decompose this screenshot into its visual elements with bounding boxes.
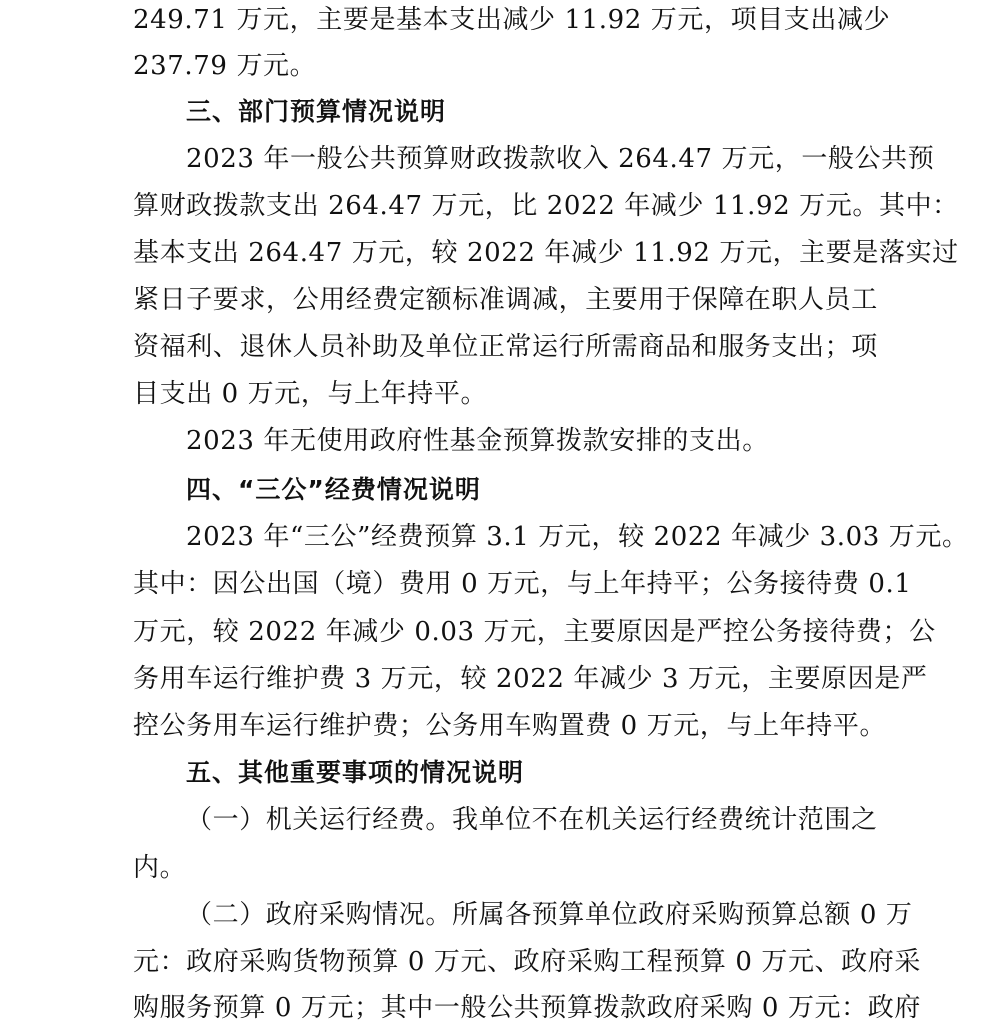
paragraph-line: 控公务用车运行维护费；公务用车购置费 0 万元，与上年持平。 [133,711,887,741]
paragraph-line: 249.71 万元，主要是基本支出减少 11.92 万元，项目支出减少 [133,5,891,35]
paragraph-line: 资福利、退休人员补助及单位正常运行所需商品和服务支出；项 [133,332,878,362]
paragraph-line: 务用车运行维护费 3 万元，较 2022 年减少 3 万元，主要原因是严 [133,664,928,694]
section-heading: 三、部门预算情况说明 [186,97,447,126]
paragraph-line: 2023 年无使用政府性基金预算拨款安排的支出。 [186,426,769,456]
paragraph-line: 2023 年一般公共预算财政拨款收入 264.47 万元，一般公共预 [186,144,935,174]
paragraph-line: 万元，较 2022 年减少 0.03 万元，主要原因是严控公务接待费；公 [133,617,936,647]
paragraph-line: 元：政府采购货物预算 0 万元、政府采购工程预算 0 万元、政府采 [133,947,921,977]
paragraph-line: （二）政府采购情况。所属各预算单位政府采购预算总额 0 万 [186,900,913,930]
paragraph-line: 购服务预算 0 万元；其中一般公共预算拨款政府采购 0 万元：政府 [133,993,921,1023]
section-heading: 五、其他重要事项的情况说明 [186,758,525,787]
paragraph-line: 其中：因公出国（境）费用 0 万元，与上年持平；公务接待费 0.1 [133,569,912,599]
section-heading: 四、“三公”经费情况说明 [186,475,481,504]
paragraph-line: 2023 年“三公”经费预算 3.1 万元，较 2022 年减少 3.03 万元。 [186,522,969,552]
paragraph-line: 目支出 0 万元，与上年持平。 [133,379,488,409]
paragraph-line: 237.79 万元。 [133,51,317,81]
paragraph-line: 基本支出 264.47 万元，较 2022 年减少 11.92 万元，主要是落实过 [133,238,959,268]
paragraph-line: 内。 [133,853,187,883]
paragraph-line: 算财政拨款支出 264.47 万元，比 2022 年减少 11.92 万元。其中： [133,191,959,221]
paragraph-line: 紧日子要求，公用经费定额标准调减，主要用于保障在职人员工 [133,285,878,315]
paragraph-line: （一）机关运行经费。我单位不在机关运行经费统计范围之 [186,805,878,835]
